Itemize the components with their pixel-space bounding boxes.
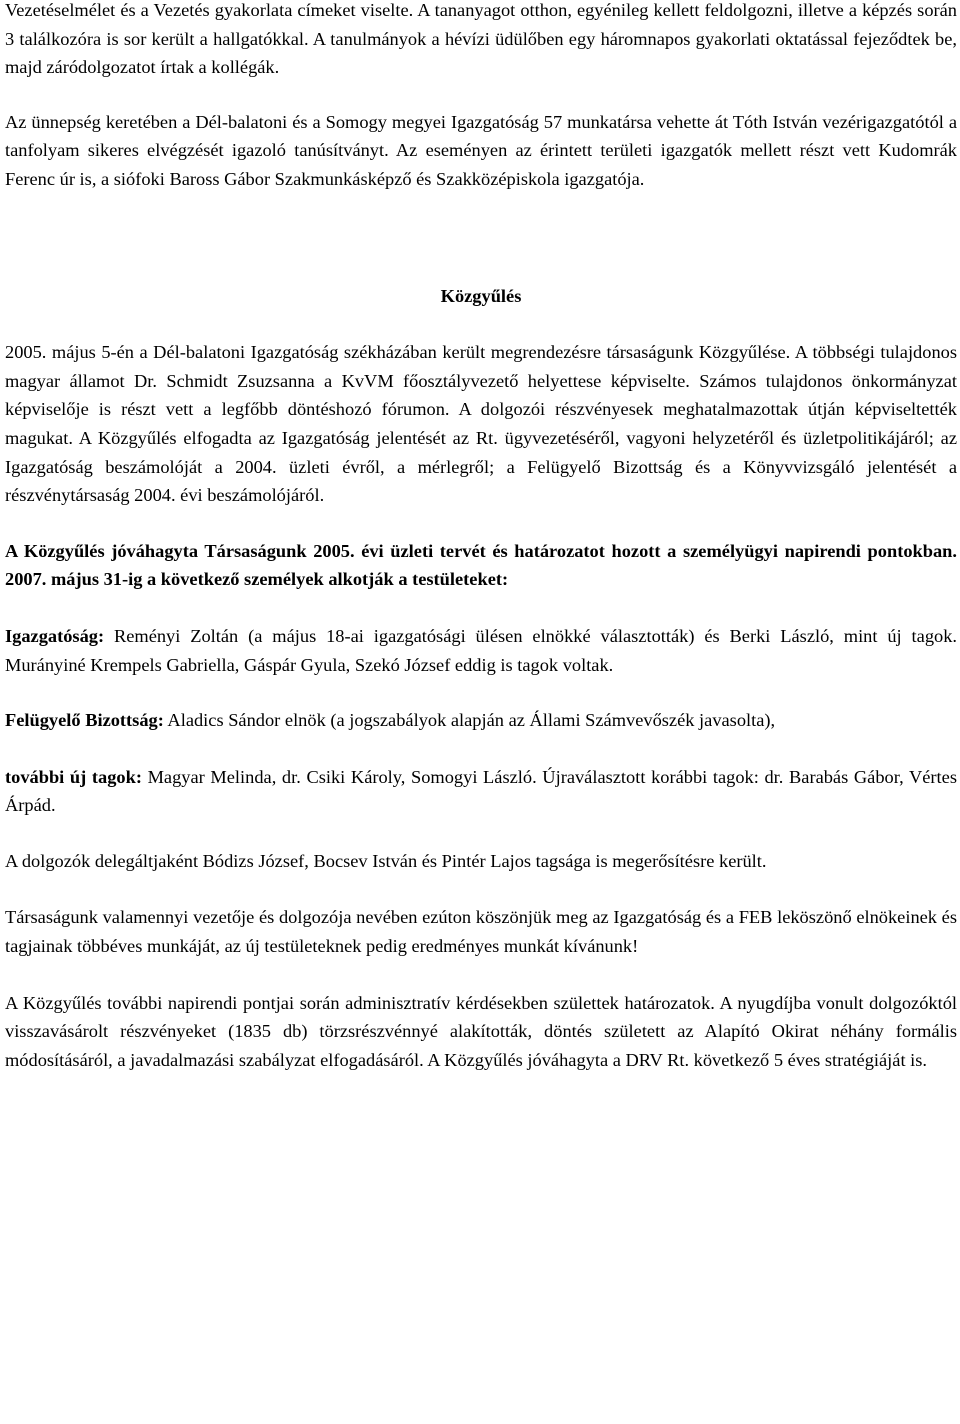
- section-heading: [5, 282, 957, 311]
- ceremony-text: Az ünnepség keretében a Dél-balatoni és a Somogy megyei Igazgatóság 57 munkatársa vehette át Tóth István vezérigazgatótól a tanfolyam sikeres elvégzését igazoló tanúsítványt. Az eseményen az érintett területi igazgatók mellett részt vett Kudomrák Ferenc úr is, a siófoki Baross Gábor Szakmunkásképző és Szakközépiskola igazgatója.: [5, 111, 957, 189]
- intro-text: Vezetéselmélet és a Vezetés gyakorlata címeket viselte. A tananyagot otthon, egyénileg kellett feldolgozni, illetve a képzés során 3 találkozóra is sor került a hallgatókkal. A tanulmányok a hévízi üdülőben egy háromnapos gyakorlati oktatással fejeződtek be, majd záródolgozatot írtak a kollégák.: [5, 0, 957, 78]
- resolutions-text: A Közgyűlés további napirendi pontjai során adminisztratív kérdésekben születtek határozatok. A nyugdíjba vonult dolgozóktól visszavásárolt részvényeket (1835 db) törzsrészvénnyé alakították, döntés született az Alapító Okirat néhány formális módosításáról, a javadalmazási szabályzat elfogadásáról. A Közgyűlés jóváhagyta a DRV Rt. következő 5 éves stratégiáját is.: [5, 992, 957, 1070]
- supervisory-paragraph: [5, 706, 957, 735]
- board-text: Reményi Zoltán (a május 18-ai igazgatósági ülésen elnökké választották) és Berki László, mint új tagok. Murányiné Krempels Gabriella, Gáspár Gyula, Szekó József eddig is tagok voltak.: [5, 625, 957, 675]
- approval-text: A Közgyűlés jóváhagyta Társaságunk 2005. évi üzleti tervét és határozatot hozott a személyügyi napirendi pontokban. 2007. május 31-ig a következő személyek alkotják a testületeket:: [5, 540, 957, 590]
- board-paragraph: [5, 622, 957, 679]
- supervisory-text: Aladics Sándor elnök (a jogszabályok alapján az Állami Számvevőszék javasolta),: [163, 710, 776, 731]
- delegates-paragraph: [5, 847, 957, 876]
- new-members-label: további új tagok:: [5, 766, 142, 787]
- new-members-paragraph: [5, 763, 957, 820]
- assembly-paragraph: [5, 338, 957, 510]
- ceremony-paragraph: [5, 108, 957, 194]
- board-label: Igazgatóság:: [5, 625, 105, 646]
- thanks-paragraph: [5, 903, 957, 960]
- document-page: [5, 0, 957, 1074]
- delegates-text: A dolgozók delegáltjaként Bódizs József, Bocsev István és Pintér Lajos tagsága is megerősítésre került.: [5, 850, 767, 871]
- new-members-text: Magyar Melinda, dr. Csiki Károly, Somogyi László. Újraválasztott korábbi tagok: dr. Barabás Gábor, Vértes Árpád.: [5, 766, 957, 816]
- intro-paragraph: [5, 0, 957, 82]
- assembly-text: 2005. május 5-én a Dél-balatoni Igazgatóság székházában került megrendezésre társaságunk Közgyűlése. A többségi tulajdonos magyar államot Dr. Schmidt Zsuzsanna a KvVM főosztályvezető helyettese képviselte. Számos tulajdonos önkormányzat képviselője is részt vett a legfőbb döntéshozó fórumon. A dolgozói részvényesek meghatalmazottak útján képviseltették magukat. A Közgyűlés elfogadta az Igazgatóság jelentését az Rt. ügyvezetéséről, vagyoni helyzetéről és üzletpolitikájáról; az Igazgatóság beszámolóját a 2004. üzleti évről, a mérlegről; a Felügyelő Bizottság és a Könyvvizsgáló jelentését a részvénytársaság 2004. évi beszámolójáról.: [5, 342, 957, 506]
- thanks-text: Társaságunk valamennyi vezetője és dolgozója nevében ezúton köszönjük meg az Igazgatóság és a FEB leköszönő elnökeinek és tagjainak többéves munkáját, az új testületeknek pedig eredményes munkát kívánunk!: [5, 907, 957, 957]
- resolutions-paragraph: [5, 989, 957, 1075]
- section-heading-text: Közgyűlés: [440, 285, 522, 306]
- supervisory-label: Felügyelő Bizottság:: [5, 710, 164, 731]
- approval-paragraph: [5, 537, 957, 594]
